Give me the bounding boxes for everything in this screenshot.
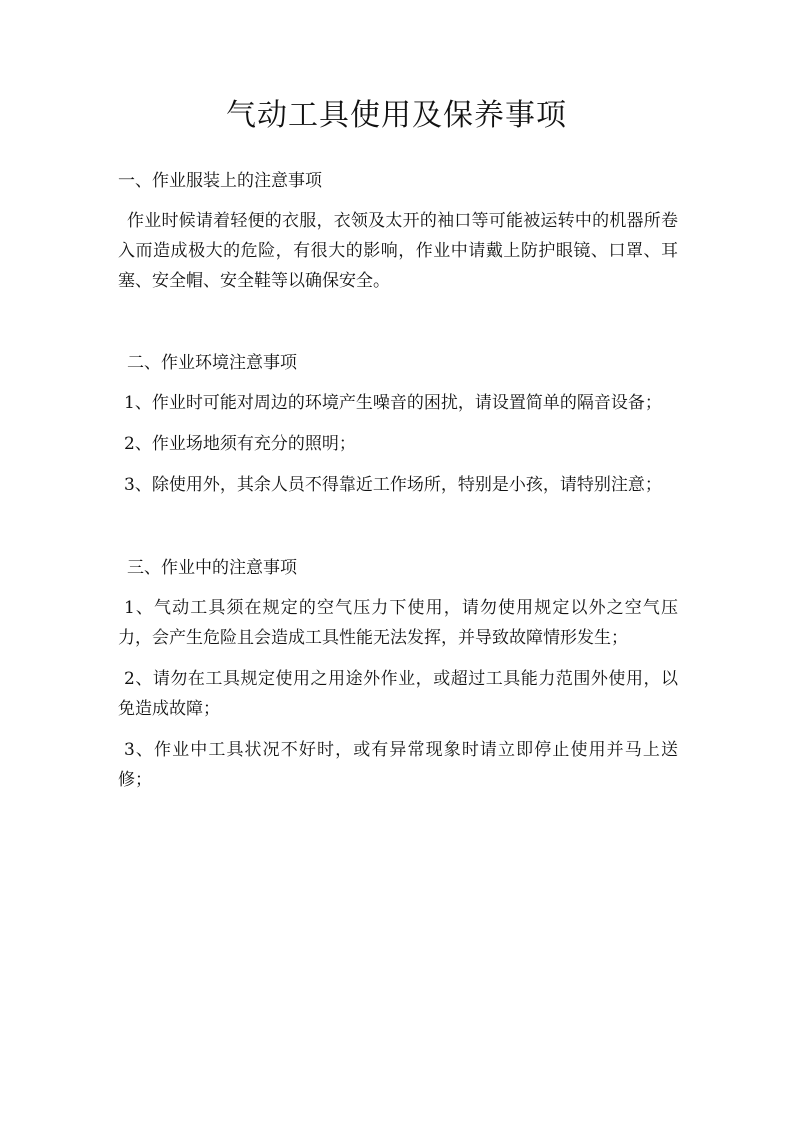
list-item: 2、请勿在工具规定使用之用途外作业，或超过工具能力范围外使用，以免造成故障； [118,669,678,719]
section-spacer [118,306,678,348]
list-item: 1、作业时可能对周边的环境产生噪音的困扰，请设置简单的隔音设备； [124,393,662,413]
list-item: 3、除使用外，其余人员不得靠近工作场所，特别是小孩，请特别注意； [124,475,662,495]
section-spacer [118,511,678,553]
document-title: 气动工具使用及保养事项 [226,98,567,133]
document-body [118,166,678,806]
section-paragraph-1: 作业时候请着轻便的衣服，衣领及太开的袖口等可能被运转中的机器所卷入而造成极大的危险，有很大的影响，作业中请戴上防护眼镜、口罩、耳塞、安全帽、安全鞋等以确保安全。 [118,211,678,291]
section-heading-1: 一、作业服装上的注意事项 [118,171,322,191]
list-item: 2、作业场地须有充分的照明； [124,434,356,454]
list-item: 3、作业中工具状况不好时，或有异常现象时请立即停止使用并马上送修； [118,740,678,790]
section-heading-2: 二、作业环境注意事项 [127,353,297,373]
list-item: 1、气动工具须在规定的空气压力下使用，请勿使用规定以外之空气压力，会产生危险且会造成工具性能无法发挥，并导致故障情形发生； [118,598,678,648]
section-heading-3: 三、作业中的注意事项 [127,558,297,578]
